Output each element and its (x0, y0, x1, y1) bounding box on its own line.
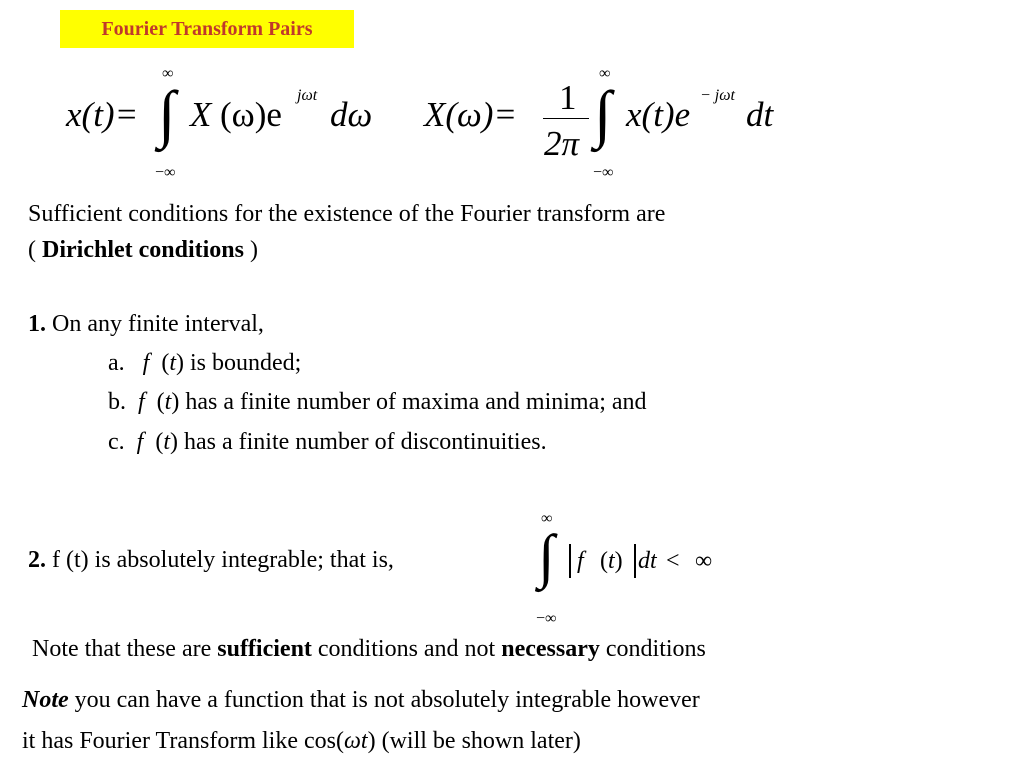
eq2-differential: dt (746, 95, 774, 134)
final-note-line-2 (22, 729, 581, 753)
condition-1a-text: is bounded; (184, 350, 302, 376)
final-note-text-1: you can have a function that is not absolutely integrable however (68, 687, 700, 713)
cond2-dt: dt (638, 548, 657, 574)
note-part-3: conditions (599, 636, 706, 662)
eq2-upper-limit: ∞ (599, 65, 611, 82)
condition-2-number: 2. (28, 547, 46, 573)
fourier-inverse-equation (0, 0, 400, 200)
condition-1a-t: t (169, 350, 176, 376)
condition-1c: c. f (t) has a finite number of discontinuities. (108, 429, 547, 455)
cond2-upper-limit: ∞ (541, 510, 553, 527)
final-note-label: Note (22, 687, 69, 713)
condition-1b-text: has a finite number of maxima and minima; and (179, 389, 647, 415)
condition-1c-text: has a finite number of discontinuities. (178, 429, 547, 455)
cond2-f: f (577, 548, 584, 574)
eq2-fraction-bar (543, 118, 589, 119)
eq1-lower-limit: −∞ (155, 164, 176, 181)
note-part-2: conditions and not (311, 636, 502, 662)
abs-bar-right (634, 544, 636, 578)
intro-line-1: Sufficient conditions for the existence of the Fourier transform are (28, 201, 666, 227)
eq2-numerator: 1 (559, 78, 577, 117)
condition-1b-label: b. (108, 389, 126, 415)
final-note-text-2a: it has Fourier Transform like cos( (22, 728, 344, 754)
condition-2 (28, 548, 394, 572)
eq1-upper-limit: ∞ (162, 65, 174, 82)
cond2-lower-limit: −∞ (536, 610, 557, 627)
eq2-integral-sign: ∫ (594, 78, 612, 149)
eq2-denominator: 2π (544, 124, 580, 163)
condition-1c-label: c. (108, 429, 125, 455)
intro-line-2 (28, 238, 258, 262)
eq1-integrand-rest: (ω)e (220, 95, 282, 134)
note-sufficient: sufficient (217, 636, 312, 662)
eq2-lhs: X(ω)= (424, 95, 518, 134)
sufficiency-note (32, 637, 706, 661)
condition-1-number: 1. (28, 311, 46, 337)
condition-1-text: On any finite interval, (46, 311, 264, 337)
final-note-line-1 (22, 688, 700, 712)
condition-1a: a. f (t) is bounded; (108, 350, 302, 376)
slide-title: Fourier Transform Pairs (60, 10, 354, 48)
condition-1-heading (28, 312, 264, 336)
intro-close-paren: ) (244, 237, 258, 263)
cond2-infinity: ∞ (695, 548, 713, 574)
eq1-integrand-X: X (190, 95, 212, 134)
condition-1b: b. f (t) has a finite number of maxima and minima; and (108, 389, 647, 415)
cond2-integral-sign: ∫ (538, 523, 555, 589)
absolute-integrability-equation (520, 500, 750, 630)
eq1-differential: dω (330, 95, 373, 134)
condition-1c-t: t (163, 429, 170, 455)
cond2-t: t (608, 548, 615, 574)
dirichlet-conditions-label: Dirichlet conditions (42, 237, 244, 263)
eq2-integrand: x(t)e (626, 95, 691, 134)
note-part-1: Note that these are (32, 636, 218, 662)
fourier-forward-equation (400, 0, 820, 200)
intro-open-paren: ( (28, 237, 42, 263)
final-note-omega-t: ωt (343, 728, 368, 754)
cond2-t-paren: (t) (600, 548, 623, 574)
condition-2-text: f (t) is absolutely integrable; that is, (46, 547, 394, 573)
eq2-lower-limit: −∞ (593, 164, 614, 181)
eq1-integral-sign: ∫ (158, 78, 176, 149)
condition-1c-f: f (136, 429, 144, 455)
abs-bar-left (569, 544, 571, 578)
final-note-text-2b: ) (will be shown later) (367, 728, 581, 754)
condition-1b-t: t (164, 389, 172, 415)
cond2-less-than: < (666, 548, 680, 574)
eq1-exponent: jωt (297, 87, 318, 104)
condition-1b-f: f (138, 389, 145, 415)
eq1-lhs: x(t)= (66, 95, 139, 134)
condition-1a-f: f (142, 350, 150, 376)
note-necessary: necessary (501, 636, 600, 662)
condition-1a-label: a. (108, 350, 125, 376)
eq2-exponent: − jωt (700, 87, 735, 104)
